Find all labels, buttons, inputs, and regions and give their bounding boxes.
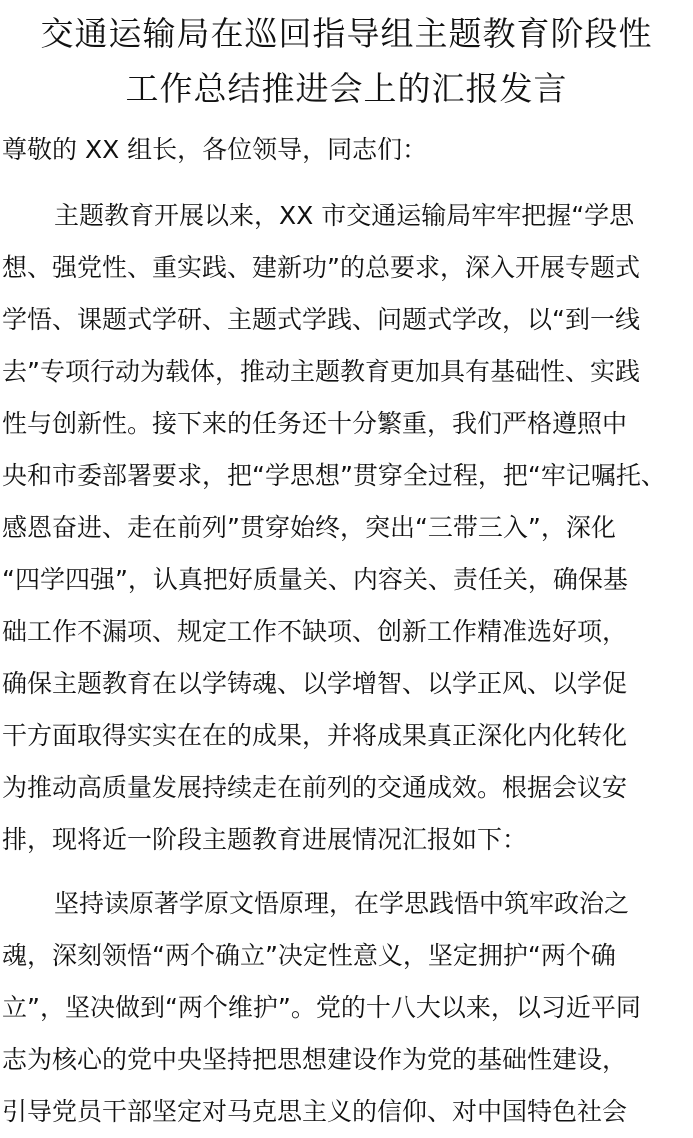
paragraph-line: 为推动高质量发展持续走在前列的交通成效。根据会议安	[2, 773, 628, 802]
paragraph-line: 想、强党性、重实践、建新功”的总要求，深入开展专题式	[2, 253, 640, 282]
salutation: 尊敬的 XX 组长，各位领导，同志们：	[2, 135, 428, 164]
document-title	[0, 0, 693, 116]
paragraph-line: 学悟、课题式学研、主题式学践、问题式学改，以“到一线	[2, 305, 640, 334]
paragraph-line: 引导党员干部坚定对马克思主义的信仰、对中国特色社会	[2, 1097, 628, 1126]
paragraph-line: 确保主题教育在以学铸魂、以学增智、以学正风、以学促	[2, 669, 628, 698]
paragraph-line: 立”，坚决做到“两个维护”。党的十八大以来，以习近平同	[2, 993, 641, 1022]
paragraph-line: 排，现将近一阶段主题教育进展情况汇报如下：	[2, 825, 528, 854]
paragraph-1	[0, 190, 693, 866]
paragraph-line: “四学四强”，认真把好质量关、内容关、责任关，确保基	[2, 565, 628, 594]
paragraph-line: 志为核心的党中央坚持把思想建设作为党的基础性建设，	[2, 1045, 628, 1074]
paragraph-line: 干方面取得实实在在的成果，并将成果真正深化内化转化	[2, 721, 628, 750]
paragraph-line: 去”专项行动为载体，推动主题教育更加具有基础性、实践	[2, 357, 640, 386]
paragraph-line: 主题教育开展以来，XX 市交通运输局牢牢把握“学思	[54, 201, 635, 230]
paragraph-line: 础工作不漏项、规定工作不缺项、创新工作精准选好项，	[2, 617, 628, 646]
paragraph-line: 坚持读原著学原文悟原理，在学思践悟中筑牢政治之	[54, 889, 630, 918]
paragraph-line: 感恩奋进、走在前列”贯穿始终，突出“三带三入”，深化	[2, 513, 616, 542]
title-line-1: 交通运输局在巡回指导组主题教育阶段性	[40, 14, 653, 53]
title-line-2: 工作总结推进会上的汇报发言	[125, 69, 568, 108]
paragraph-line: 性与创新性。接下来的任务还十分繁重，我们严格遵照中	[2, 409, 628, 438]
paragraph-line: 央和市委部署要求，把“学思想”贯穿全过程，把“牢记嘱托、	[2, 461, 666, 490]
paragraph-2	[0, 878, 693, 1138]
paragraph-line: 魂，深刻领悟“两个确立”决定性意义，坚定拥护“两个确	[2, 941, 616, 970]
